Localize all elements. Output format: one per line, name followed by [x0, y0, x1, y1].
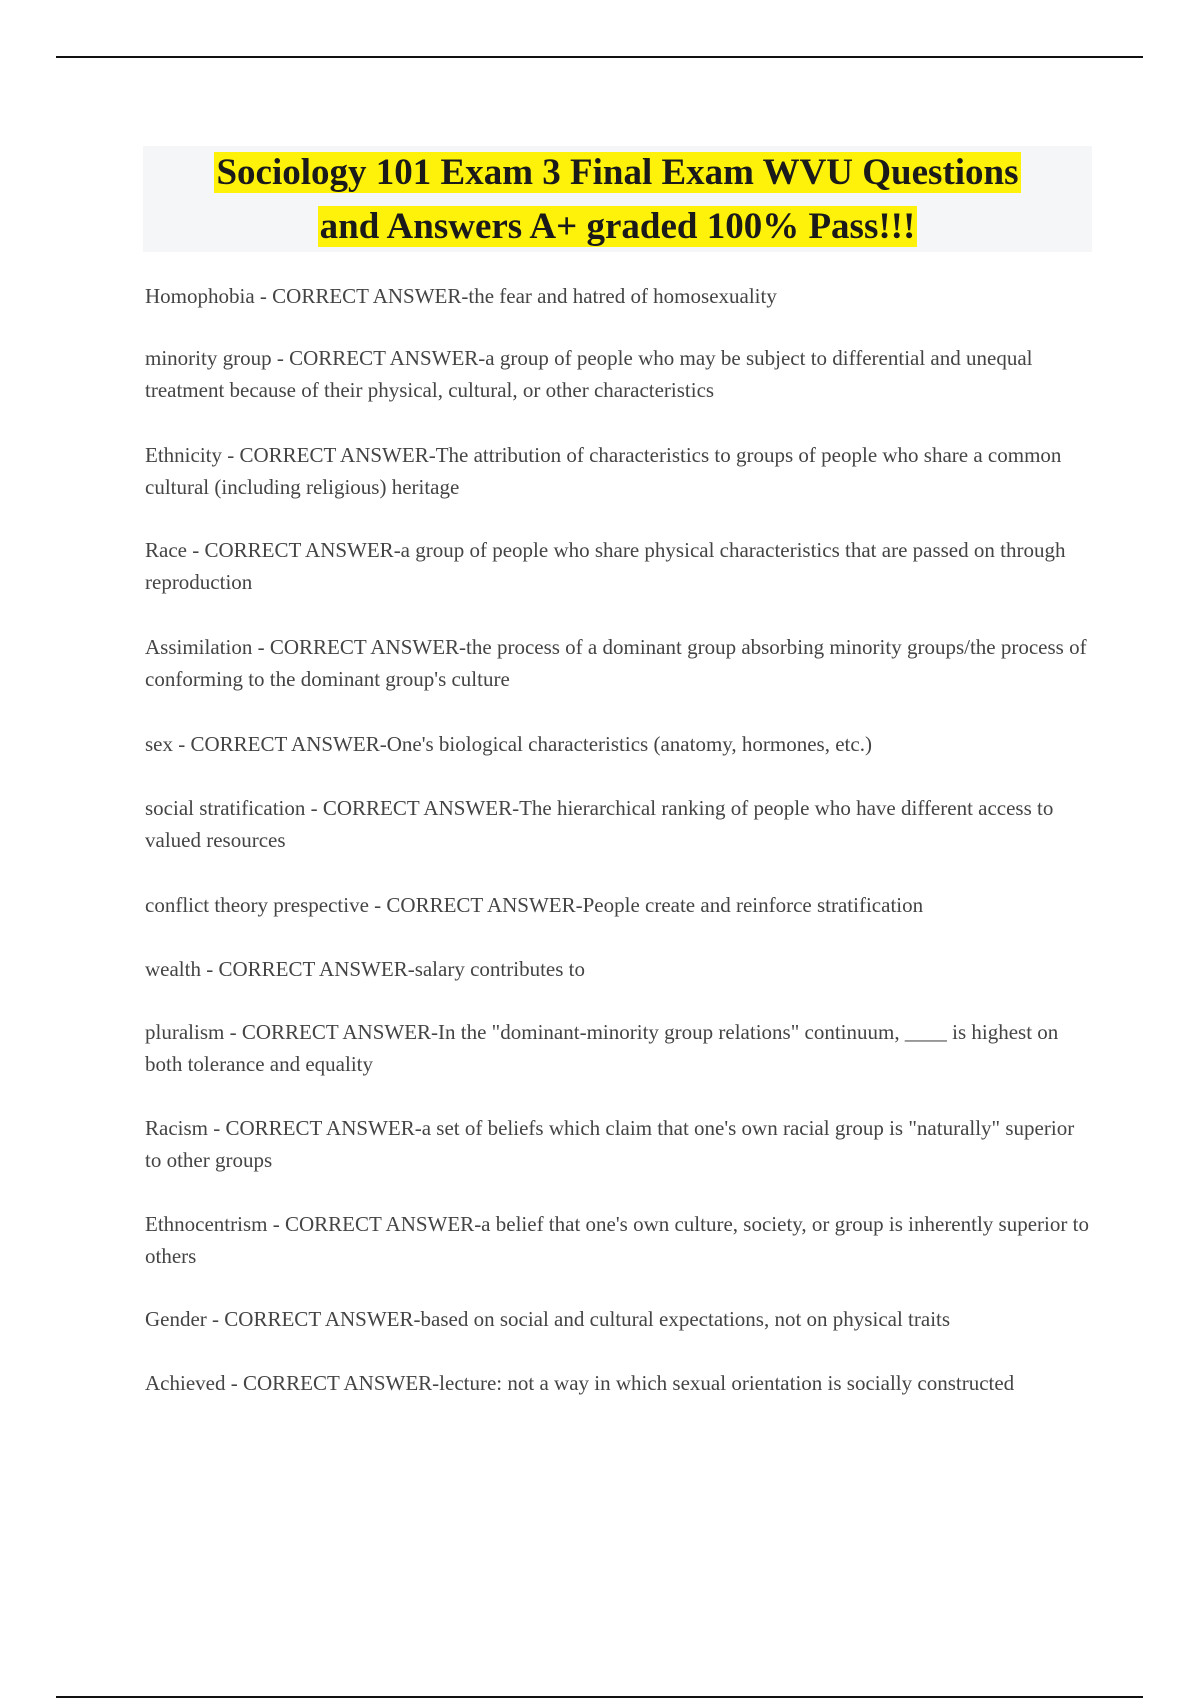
- qa-item-gender: Gender - CORRECT ANSWER-based on social and cultural expectations, not on physical traits: [145, 1307, 951, 1331]
- qa-item-ethnocentrism: Ethnocentrism - CORRECT ANSWER-a belief that one's own culture, society, or group is inherently superior to others: [145, 1212, 1089, 1268]
- top-rule: [56, 56, 1143, 58]
- title-line-2: and Answers A+ graded 100% Pass!!!: [319, 206, 916, 247]
- qa-item-homophobia: Homophobia - CORRECT ANSWER-the fear and hatred of homosexuality: [145, 284, 777, 308]
- qa-item-assimilation: Assimilation - CORRECT ANSWER-the process of a dominant group absorbing minority groups/the process of conforming to the dominant group's culture: [145, 635, 1087, 691]
- bottom-rule: [56, 1696, 1143, 1698]
- qa-item-social-stratification: social stratification - CORRECT ANSWER-The hierarchical ranking of people who have different access to valued resources: [145, 796, 1054, 852]
- qa-item-race: Race - CORRECT ANSWER-a group of people who share physical characteristics that are passed on through reproduction: [145, 538, 1066, 594]
- qa-item-achieved: Achieved - CORRECT ANSWER-lecture: not a way in which sexual orientation is socially constructed: [145, 1371, 1015, 1395]
- document-title: [143, 146, 1092, 254]
- title-line-1: Sociology 101 Exam 3 Final Exam WVU Questions: [216, 152, 1019, 193]
- title-block: [143, 146, 1092, 252]
- qa-item-pluralism: pluralism - CORRECT ANSWER-In the "dominant-minority group relations" continuum, ____ is highest on both tolerance and equality: [145, 1020, 1059, 1076]
- qa-item-conflict-theory: conflict theory prespective - CORRECT ANSWER-People create and reinforce stratification: [145, 893, 924, 917]
- qa-item-minority-group: minority group - CORRECT ANSWER-a group of people who may be subject to differential and unequal treatment because of their physical, cultural, or other characteristics: [145, 346, 1033, 402]
- qa-list: [145, 280, 1095, 1399]
- qa-item-sex: sex - CORRECT ANSWER-One's biological characteristics (anatomy, hormones, etc.): [145, 732, 872, 756]
- qa-item-wealth: wealth - CORRECT ANSWER-salary contributes to: [145, 957, 585, 981]
- qa-item-ethnicity: Ethnicity - CORRECT ANSWER-The attribution of characteristics to groups of people who share a common cultural (including religious) heritage: [145, 443, 1062, 499]
- qa-item-racism: Racism - CORRECT ANSWER-a set of beliefs which claim that one's own racial group is "naturally" superior to other groups: [145, 1116, 1075, 1172]
